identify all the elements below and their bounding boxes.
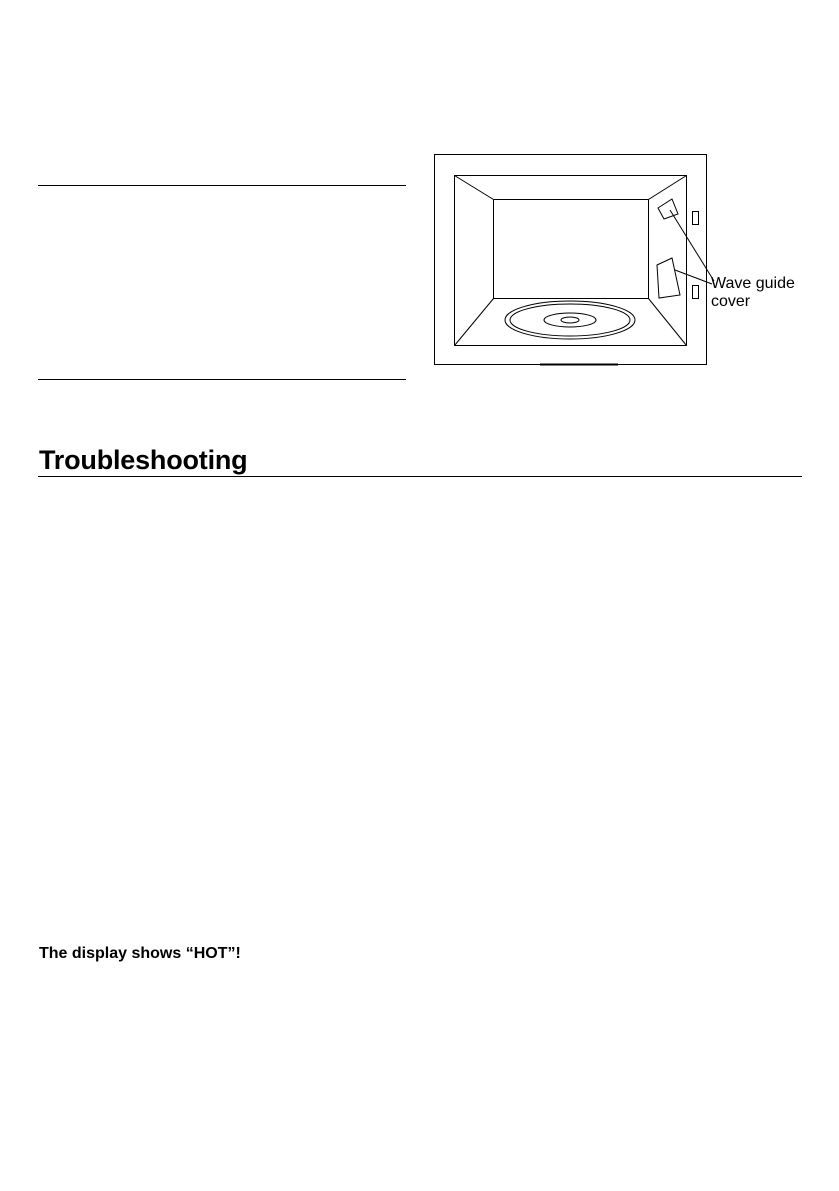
cavity-outline [455, 176, 687, 346]
wave-guide-cover-upper [658, 199, 678, 219]
subsection-title: The display shows “HOT”! [39, 945, 241, 962]
latch-slot-upper [693, 212, 699, 225]
section-title-underline [38, 476, 802, 477]
turntable-hub [561, 317, 579, 323]
callout-label-line2: cover [711, 293, 751, 310]
latch-slot-lower [693, 286, 699, 299]
turntable-inner [510, 304, 630, 336]
section-title: Troubleshooting [39, 445, 248, 475]
turntable-ring [544, 313, 596, 327]
microwave-interior-illustration [0, 0, 839, 400]
wave-guide-cover-lower [657, 258, 680, 298]
back-wall [494, 200, 649, 299]
turntable-outer [505, 301, 635, 339]
callout-label-line1: Wave guide [711, 275, 795, 292]
outer-frame [435, 155, 707, 365]
